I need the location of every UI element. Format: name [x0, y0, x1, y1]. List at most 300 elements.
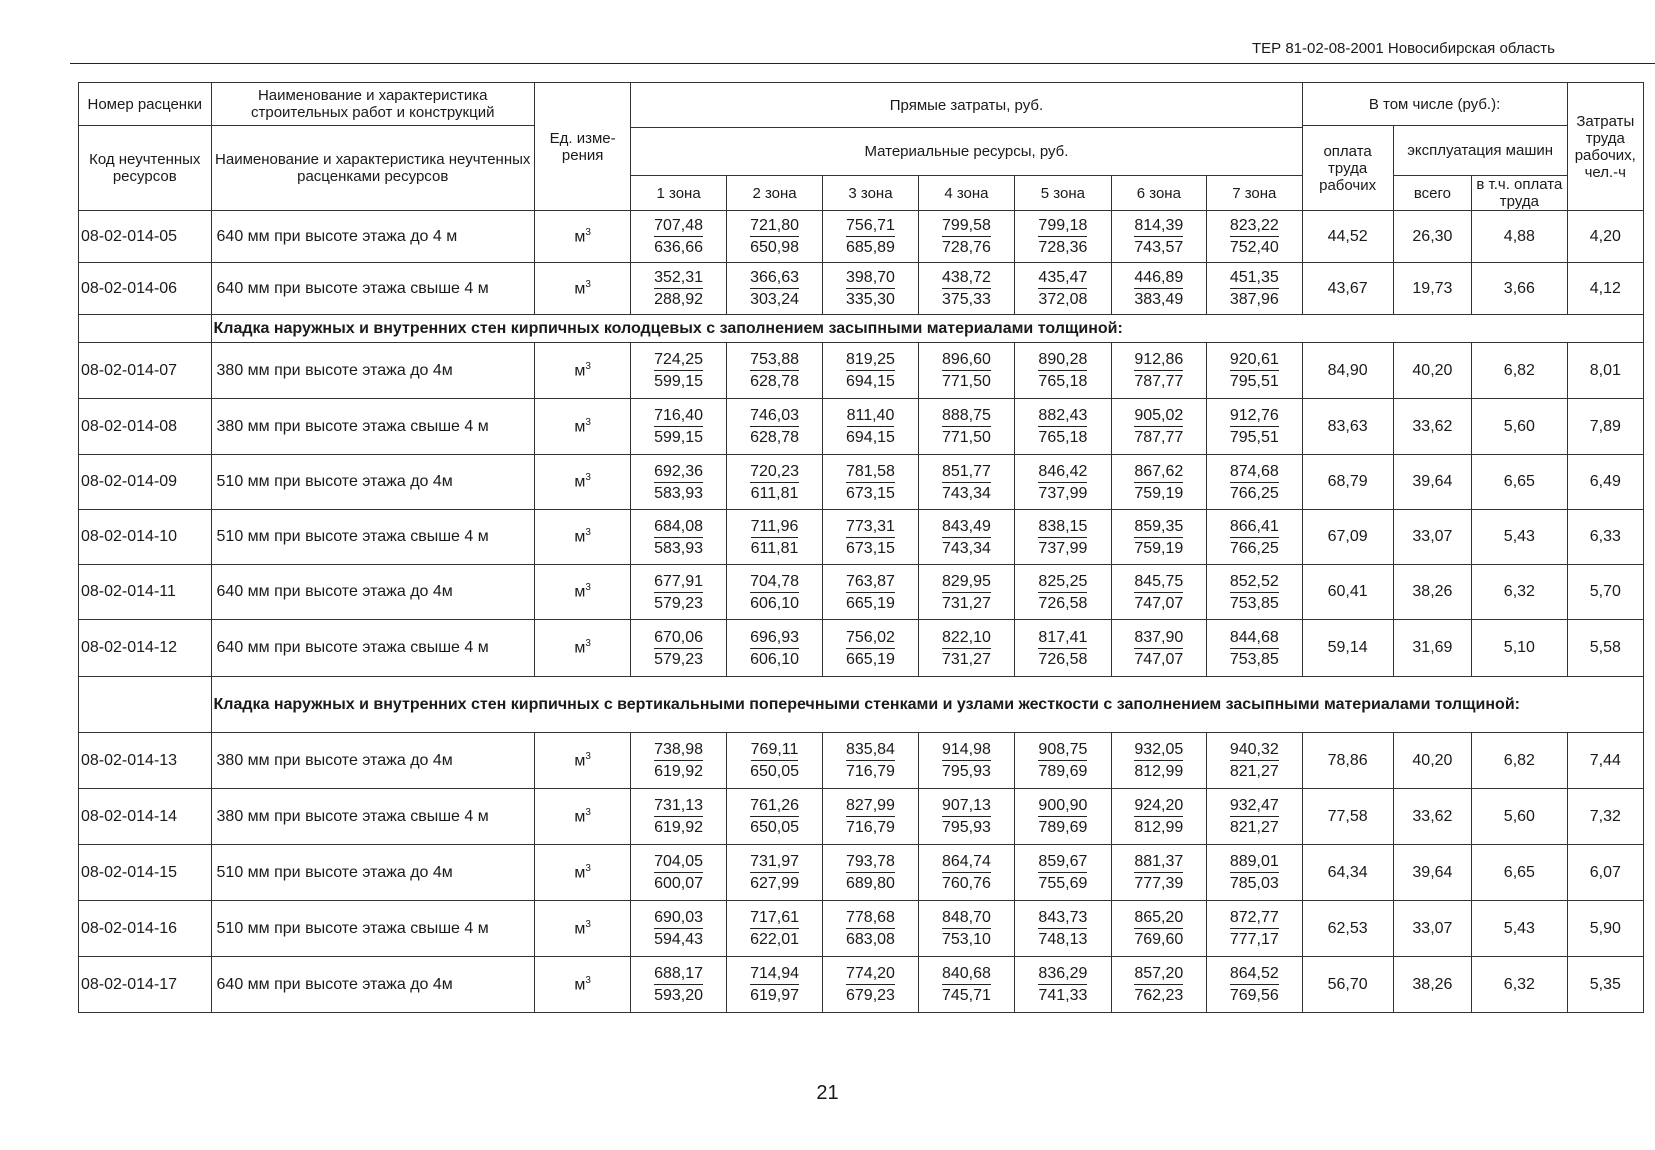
zatraty-value: 5,35	[1567, 957, 1643, 1013]
zone-total: 859,35	[1134, 516, 1183, 538]
zone-cell	[1111, 845, 1206, 901]
zone-cell	[1015, 901, 1111, 957]
table-row	[79, 733, 1644, 789]
price-table	[78, 82, 1644, 1013]
zone-total: 711,96	[751, 516, 799, 538]
zone-material: 821,27	[1229, 763, 1279, 780]
work-name: 640 мм при высоте этажа до 4м	[211, 565, 534, 620]
zone-cell	[631, 789, 726, 845]
ekspl-vsego-value: 26,30	[1393, 211, 1471, 263]
header-name1: Наименование и характеристика строительных работ и конструкций	[211, 83, 534, 126]
unit-sup: 3	[585, 360, 591, 372]
rate-code: 08-02-014-15	[79, 845, 212, 901]
zone-material: 765,18	[1038, 373, 1088, 390]
unit-cell	[534, 263, 630, 315]
zatraty-value: 5,58	[1567, 620, 1643, 677]
zone-cell	[1111, 901, 1206, 957]
zone-cell	[823, 957, 918, 1013]
unit-cell	[534, 789, 630, 845]
zone-material: 785,03	[1229, 875, 1279, 892]
header-nomer: Номер расценки	[79, 83, 212, 126]
unit-base: м	[574, 808, 586, 826]
zone-header: 7 зона	[1207, 176, 1302, 211]
zone-material: 777,17	[1229, 931, 1279, 948]
zone-total: 731,97	[750, 851, 799, 873]
header-vsego: всего	[1393, 176, 1471, 211]
table-row	[79, 263, 1644, 315]
zone-total: 781,58	[846, 461, 895, 483]
table-row	[79, 789, 1644, 845]
zone-total: 746,03	[750, 405, 799, 427]
header-materialnye: Материальные ресурсы, руб.	[631, 128, 1302, 176]
zone-material: 303,24	[750, 291, 799, 308]
zone-total: 889,01	[1230, 851, 1279, 873]
zone-cell	[726, 399, 822, 455]
zone-material: 741,33	[1038, 987, 1088, 1004]
rate-code: 08-02-014-12	[79, 620, 212, 677]
zone-cell	[631, 510, 726, 565]
ekspl-vtch-value: 5,60	[1472, 399, 1567, 455]
unit-cell	[534, 733, 630, 789]
ekspl-vsego-value: 39,64	[1393, 845, 1471, 901]
zatraty-value: 5,90	[1567, 901, 1643, 957]
zone-material: 600,07	[654, 875, 704, 892]
zone-material: 771,50	[941, 373, 991, 390]
zone-material: 619,92	[654, 819, 704, 836]
header-vtch: в т.ч. оплата труда	[1472, 176, 1567, 211]
unit-cell	[534, 211, 630, 263]
zone-material: 611,81	[750, 484, 799, 502]
zone-cell	[726, 510, 822, 565]
zone-cell	[1207, 845, 1302, 901]
zone-cell	[918, 620, 1014, 677]
ekspl-vtch-value: 6,65	[1472, 455, 1567, 510]
zone-cell	[1015, 620, 1111, 677]
zone-cell	[631, 733, 726, 789]
unit-sup: 3	[585, 582, 591, 594]
work-name: 510 мм при высоте этажа до 4м	[211, 455, 534, 510]
unit-base: м	[574, 362, 586, 380]
oplata-value: 60,41	[1302, 565, 1393, 620]
zone-material: 650,98	[750, 239, 799, 256]
unit-base: м	[574, 473, 586, 491]
zone-header: 6 зона	[1111, 176, 1206, 211]
zone-material: 679,23	[846, 987, 895, 1004]
unit-sup: 3	[585, 278, 591, 290]
zone-total: 756,71	[846, 215, 895, 237]
zone-cell	[1111, 399, 1206, 455]
zone-cell	[1207, 565, 1302, 620]
zone-cell	[726, 733, 822, 789]
table-row	[79, 565, 1644, 620]
zone-total: 811,40	[847, 405, 895, 427]
oplata-value: 43,67	[1302, 263, 1393, 315]
zone-material: 737,99	[1038, 484, 1088, 502]
zone-material: 375,33	[941, 291, 991, 308]
zone-cell	[918, 957, 1014, 1013]
zone-material: 771,50	[941, 429, 991, 446]
zone-material: 777,39	[1134, 875, 1184, 892]
zone-total: 914,98	[942, 739, 991, 761]
zatraty-value: 6,07	[1567, 845, 1643, 901]
zone-total: 874,68	[1230, 461, 1279, 483]
zone-cell	[1015, 565, 1111, 620]
zone-cell	[726, 455, 822, 510]
zone-material: 694,15	[846, 429, 895, 446]
zone-total: 670,06	[654, 627, 703, 649]
zone-total: 731,13	[654, 795, 703, 817]
zone-header: 2 зона	[726, 176, 822, 211]
unit-base: м	[574, 280, 586, 298]
zone-material: 753,10	[941, 931, 991, 948]
zone-total: 690,03	[654, 907, 703, 929]
rate-code: 08-02-014-09	[79, 455, 212, 510]
zone-cell	[726, 620, 822, 677]
zone-cell	[631, 620, 726, 677]
zone-total: 845,75	[1134, 571, 1183, 593]
unit-cell	[534, 399, 630, 455]
unit-base: м	[574, 228, 586, 246]
zone-total: 827,99	[846, 795, 895, 817]
work-name: 640 мм при высоте этажа до 4м	[211, 957, 534, 1013]
header-ekspl: эксплуатация машин	[1393, 126, 1567, 176]
zone-total: 677,91	[654, 571, 703, 593]
zone-cell	[1015, 263, 1111, 315]
work-name: 640 мм при высоте этажа свыше 4 м	[211, 263, 534, 315]
zone-material: 579,23	[654, 650, 704, 668]
zone-total: 778,68	[846, 907, 895, 929]
zone-cell	[1207, 957, 1302, 1013]
unit-sup: 3	[585, 750, 591, 762]
zone-material: 583,93	[654, 539, 704, 557]
zone-cell	[1207, 901, 1302, 957]
zone-material: 787,77	[1134, 373, 1184, 390]
zone-cell	[918, 455, 1014, 510]
ekspl-vsego-value: 38,26	[1393, 565, 1471, 620]
zone-total: 932,05	[1134, 739, 1183, 761]
work-name: 380 мм при высоте этажа свыше 4 м	[211, 789, 534, 845]
zone-material: 765,18	[1038, 429, 1088, 446]
zone-cell	[631, 957, 726, 1013]
zone-material: 760,76	[941, 875, 991, 892]
zone-cell	[823, 399, 918, 455]
work-name: 380 мм при высоте этажа до 4м	[211, 343, 534, 399]
zone-material: 726,58	[1038, 594, 1088, 612]
unit-base: м	[574, 528, 586, 546]
unit-cell	[534, 510, 630, 565]
section-title: Кладка наружных и внутренних стен кирпичных с вертикальными поперечными стенками и узлами жесткости с заполнением засыпными материалами толщиной:	[211, 677, 1643, 733]
table-row	[79, 455, 1644, 510]
zone-total: 819,25	[846, 349, 895, 371]
zone-material: 628,78	[750, 373, 799, 390]
table-row	[79, 957, 1644, 1013]
unit-cell	[534, 957, 630, 1013]
zone-material: 619,97	[750, 987, 799, 1004]
unit-cell	[534, 343, 630, 399]
unit-base: м	[574, 418, 586, 436]
zone-total: 707,48	[654, 215, 703, 237]
zone-cell	[918, 565, 1014, 620]
zone-total: 721,80	[750, 215, 799, 237]
zone-total: 825,25	[1038, 571, 1087, 593]
zone-cell	[631, 845, 726, 901]
zone-cell	[823, 620, 918, 677]
zone-total: 738,98	[654, 739, 703, 761]
zone-material: 383,49	[1134, 291, 1184, 308]
zone-cell	[726, 901, 822, 957]
zone-material: 737,99	[1038, 539, 1088, 557]
zone-total: 837,90	[1134, 627, 1183, 649]
zone-total: 438,72	[942, 267, 991, 289]
section-row	[79, 315, 1644, 343]
zatraty-value: 7,44	[1567, 733, 1643, 789]
zone-total: 864,74	[942, 851, 991, 873]
header-zatraty: Затраты труда рабочих, чел.-ч	[1567, 83, 1643, 211]
zone-total: 835,84	[846, 739, 895, 761]
zone-cell	[726, 263, 822, 315]
ekspl-vsego-value: 40,20	[1393, 733, 1471, 789]
work-name: 640 мм при высоте этажа до 4 м	[211, 211, 534, 263]
unit-cell	[534, 455, 630, 510]
zone-material: 628,78	[750, 429, 799, 446]
zone-material: 593,20	[654, 987, 704, 1004]
table-row	[79, 211, 1644, 263]
zone-cell	[1015, 733, 1111, 789]
zone-material: 759,19	[1134, 539, 1184, 557]
zone-material: 579,23	[654, 594, 704, 612]
zone-header: 3 зона	[823, 176, 918, 211]
unit-base: м	[574, 976, 586, 994]
zone-material: 766,25	[1229, 484, 1279, 502]
unit-sup: 3	[585, 918, 591, 930]
zone-cell	[1015, 399, 1111, 455]
zone-material: 789,69	[1038, 763, 1088, 780]
ekspl-vtch-value: 3,66	[1472, 263, 1567, 315]
zone-material: 743,34	[941, 539, 991, 557]
zone-total: 684,08	[654, 516, 703, 538]
zone-material: 606,10	[750, 594, 799, 612]
zone-cell	[1111, 263, 1206, 315]
zone-material: 789,69	[1038, 819, 1088, 836]
zone-cell	[918, 510, 1014, 565]
table-row	[79, 845, 1644, 901]
zone-material: 387,96	[1229, 291, 1279, 308]
zatraty-value: 5,70	[1567, 565, 1643, 620]
zone-cell	[1207, 399, 1302, 455]
zone-material: 769,56	[1229, 987, 1279, 1004]
zone-cell	[1111, 620, 1206, 677]
zone-material: 755,69	[1038, 875, 1088, 892]
zone-total: 912,76	[1230, 405, 1279, 427]
zone-material: 753,85	[1229, 650, 1279, 668]
zone-material: 795,93	[941, 819, 991, 836]
ekspl-vtch-value: 4,88	[1472, 211, 1567, 263]
table-row	[79, 343, 1644, 399]
zone-cell	[726, 789, 822, 845]
oplata-value: 64,34	[1302, 845, 1393, 901]
ekspl-vsego-value: 39,64	[1393, 455, 1471, 510]
zone-material: 673,15	[846, 484, 895, 502]
zone-total: 793,78	[846, 851, 895, 873]
zone-total: 823,22	[1230, 215, 1279, 237]
work-name: 510 мм при высоте этажа до 4м	[211, 845, 534, 901]
zone-total: 905,02	[1134, 405, 1183, 427]
ekspl-vtch-value: 6,32	[1472, 957, 1567, 1013]
zone-material: 599,15	[654, 373, 704, 390]
zone-total: 704,05	[654, 851, 703, 873]
zone-total: 352,31	[654, 267, 703, 289]
zone-cell	[631, 901, 726, 957]
zone-cell	[1111, 789, 1206, 845]
oplata-value: 56,70	[1302, 957, 1393, 1013]
zone-cell	[1015, 211, 1111, 263]
zatraty-value: 7,89	[1567, 399, 1643, 455]
zone-total: 864,52	[1230, 963, 1279, 985]
zone-total: 852,52	[1230, 571, 1279, 593]
oplata-value: 77,58	[1302, 789, 1393, 845]
work-name: 510 мм при высоте этажа свыше 4 м	[211, 510, 534, 565]
zone-cell	[1111, 565, 1206, 620]
header-kod: Код неучтенных ресурсов	[79, 126, 212, 211]
header-rule	[70, 63, 1655, 64]
unit-sup: 3	[585, 416, 591, 428]
unit-sup: 3	[585, 862, 591, 874]
ekspl-vtch-value: 6,65	[1472, 845, 1567, 901]
ekspl-vsego-value: 33,62	[1393, 399, 1471, 455]
zone-material: 759,19	[1134, 484, 1184, 502]
zatraty-value: 8,01	[1567, 343, 1643, 399]
zone-total: 896,60	[942, 349, 991, 371]
zone-material: 599,15	[654, 429, 704, 446]
rate-code: 08-02-014-14	[79, 789, 212, 845]
zone-total: 912,86	[1134, 349, 1183, 371]
zone-material: 812,99	[1134, 763, 1184, 780]
zone-total: 940,32	[1230, 739, 1279, 761]
zone-material: 619,92	[654, 763, 704, 780]
zone-cell	[823, 733, 918, 789]
unit-sup: 3	[585, 806, 591, 818]
zone-material: 685,89	[846, 239, 895, 256]
ekspl-vtch-value: 5,43	[1472, 510, 1567, 565]
zone-cell	[1207, 789, 1302, 845]
unit-base: м	[574, 920, 586, 938]
rate-code: 08-02-014-07	[79, 343, 212, 399]
zone-total: 867,62	[1134, 461, 1183, 483]
zone-total: 773,31	[846, 516, 895, 538]
unit-sup: 3	[585, 226, 591, 238]
zone-material: 683,08	[846, 931, 895, 948]
zone-header: 5 зона	[1015, 176, 1111, 211]
zone-cell	[918, 263, 1014, 315]
zone-cell	[918, 733, 1014, 789]
zone-total: 882,43	[1038, 405, 1087, 427]
rate-code: 08-02-014-17	[79, 957, 212, 1013]
zone-cell	[823, 263, 918, 315]
zone-total: 714,94	[750, 963, 799, 985]
zone-total: 881,37	[1134, 851, 1183, 873]
zone-material: 650,05	[750, 763, 799, 780]
unit-sup: 3	[585, 527, 591, 539]
unit-cell	[534, 565, 630, 620]
work-name: 640 мм при высоте этажа свыше 4 м	[211, 620, 534, 677]
zone-total: 435,47	[1038, 267, 1087, 289]
zone-cell	[1207, 211, 1302, 263]
zone-cell	[1111, 510, 1206, 565]
zone-material: 627,99	[750, 875, 799, 892]
unit-cell	[534, 901, 630, 957]
unit-base: м	[574, 752, 586, 770]
rate-code: 08-02-014-06	[79, 263, 212, 315]
unit-sup: 3	[585, 472, 591, 484]
rate-code: 08-02-014-05	[79, 211, 212, 263]
zone-total: 753,88	[750, 349, 799, 371]
zone-material: 726,58	[1038, 650, 1088, 668]
zone-total: 836,29	[1038, 963, 1087, 985]
zone-total: 848,70	[942, 907, 991, 929]
zone-total: 924,20	[1134, 795, 1183, 817]
zone-total: 851,77	[942, 461, 991, 483]
zone-cell	[1015, 789, 1111, 845]
zone-material: 745,71	[941, 987, 991, 1004]
zone-total: 724,25	[654, 349, 703, 371]
zone-total: 696,93	[750, 627, 799, 649]
unit-sup: 3	[585, 974, 591, 986]
zone-total: 866,41	[1230, 516, 1279, 538]
oplata-value: 78,86	[1302, 733, 1393, 789]
header-unit: Ед. изме-рения	[534, 83, 630, 211]
zone-total: 716,40	[654, 405, 703, 427]
unit-sup: 3	[585, 638, 591, 650]
zone-total: 838,15	[1038, 516, 1087, 538]
zone-material: 747,07	[1134, 650, 1184, 668]
zone-total: 890,28	[1038, 349, 1087, 371]
ekspl-vtch-value: 6,32	[1472, 565, 1567, 620]
zone-cell	[1111, 343, 1206, 399]
zone-material: 622,01	[750, 931, 799, 948]
ekspl-vtch-value: 6,82	[1472, 343, 1567, 399]
zone-cell	[823, 510, 918, 565]
zone-total: 840,68	[942, 963, 991, 985]
work-name: 380 мм при высоте этажа свыше 4 м	[211, 399, 534, 455]
zone-material: 743,34	[941, 484, 991, 502]
oplata-value: 68,79	[1302, 455, 1393, 510]
zone-cell	[823, 211, 918, 263]
zone-material: 731,27	[941, 650, 991, 668]
zone-total: 774,20	[846, 963, 895, 985]
zone-material: 716,79	[846, 763, 895, 780]
zone-material: 766,25	[1229, 539, 1279, 557]
zone-total: 763,87	[846, 571, 895, 593]
zone-material: 787,77	[1134, 429, 1184, 446]
zone-material: 665,19	[846, 594, 895, 612]
zatraty-value: 6,33	[1567, 510, 1643, 565]
table-row	[79, 620, 1644, 677]
zone-cell	[726, 211, 822, 263]
oplata-value: 67,09	[1302, 510, 1393, 565]
zone-material: 812,99	[1134, 819, 1184, 836]
zone-material: 821,27	[1229, 819, 1279, 836]
zone-total: 704,78	[750, 571, 799, 593]
zone-cell	[918, 399, 1014, 455]
zone-total: 769,11	[751, 739, 799, 761]
zone-total: 717,61	[750, 907, 799, 929]
zone-total: 829,95	[942, 571, 991, 593]
zone-cell	[631, 343, 726, 399]
zone-cell	[1015, 510, 1111, 565]
ekspl-vsego-value: 38,26	[1393, 957, 1471, 1013]
zone-cell	[1015, 455, 1111, 510]
zone-cell	[1015, 957, 1111, 1013]
